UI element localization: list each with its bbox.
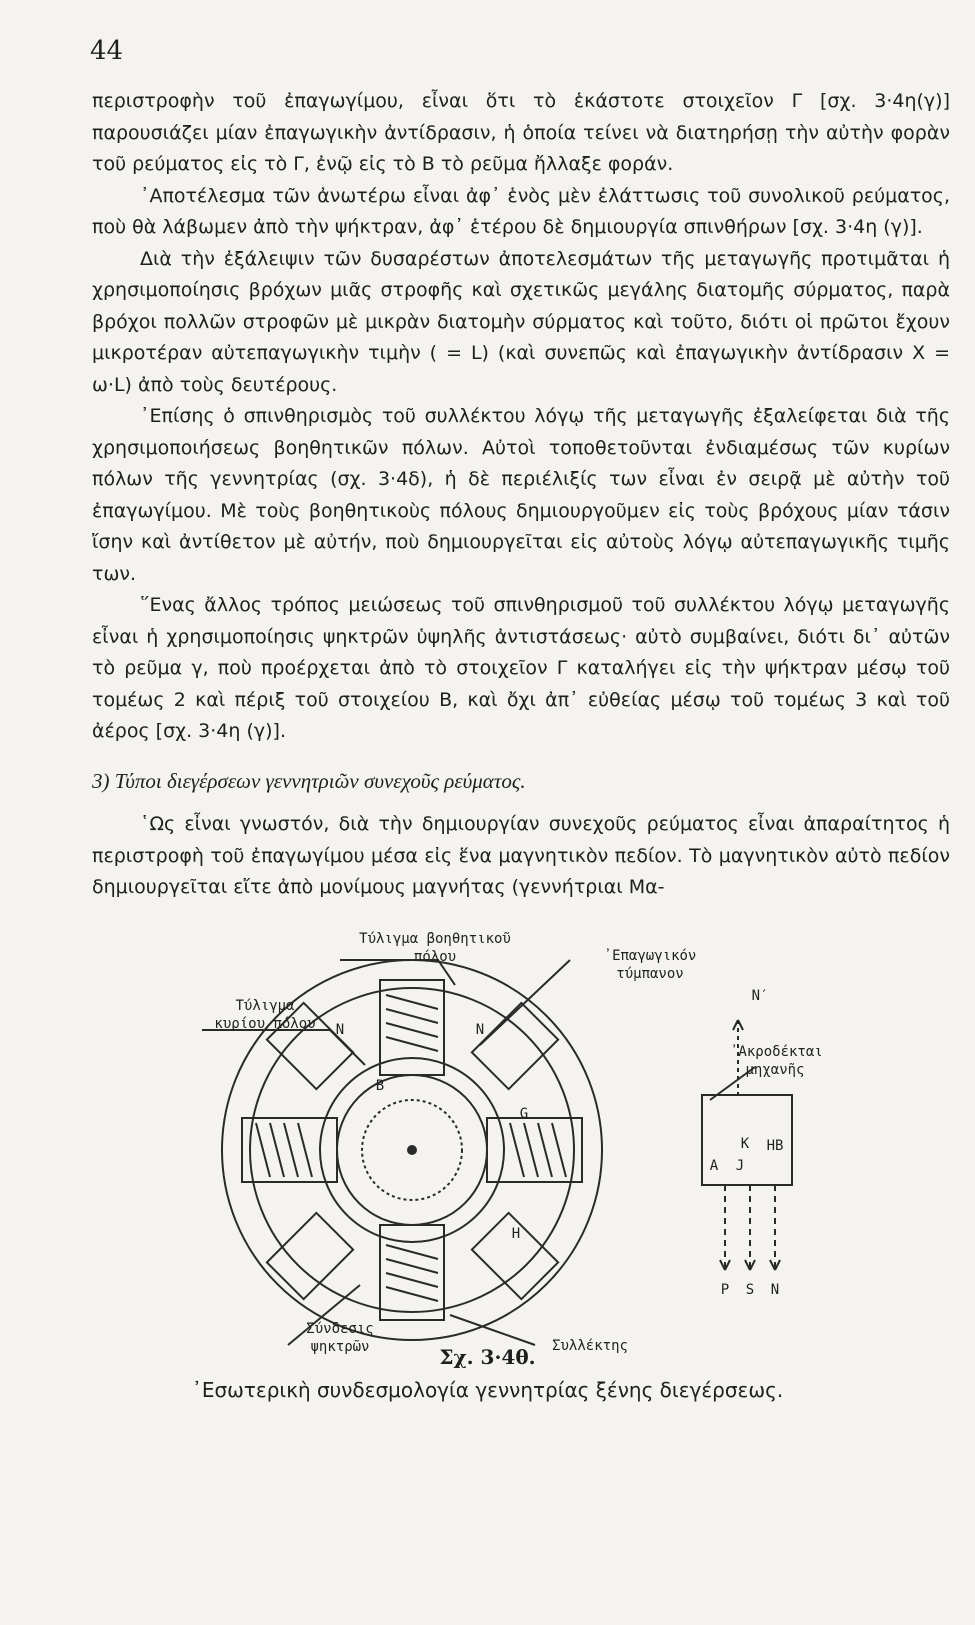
label-output-p: P: [720, 1282, 730, 1298]
leader-armature: [480, 960, 570, 1045]
label-line: πόλου: [413, 949, 457, 965]
label-pole-b: B: [375, 1078, 385, 1094]
label-line: τύμπανον: [616, 966, 684, 982]
coil-top: [386, 995, 438, 1051]
label-output-n: N: [770, 1282, 780, 1298]
figure-number: Σχ. 3·4θ.: [439, 1345, 536, 1369]
label-terminal-hb: HB: [766, 1138, 784, 1154]
label-line: Τύλιγμα βοηθητικοῦ: [359, 931, 511, 947]
coil-left: [256, 1123, 312, 1177]
label-pole-h: H: [511, 1226, 521, 1242]
label-line: ψηκτρῶν: [310, 1339, 370, 1355]
label-pole-g: G: [519, 1106, 529, 1122]
label-line: Τύλιγμα: [235, 998, 295, 1014]
paragraph: Διὰ τὴν ἐξάλειψιν τῶν δυσαρέστων ἀποτελεσμάτων τῆς μεταγωγῆς προτιμᾶται ἡ χρησιμοποίησις βρόχων μιᾶς στροφῆς καὶ σχετικῶς μεγάλης διατομῆς σύρματος, παρὰ βρόχοι πολλῶν στροφῶν μὲ μικρὰν διατομὴν σύρματος καὶ τοῦτο, διότι οἱ πρῶτοι ἔχουν μικροτέραν αὐτεπαγωγικὴν τιμὴν ( = L) (καὶ συνεπῶς καὶ ἐπαγωγικὴν ἀντίδρασιν X = ω·L) ἀπὸ τοὺς δευτέρους.: [92, 247, 950, 396]
label-n-prime: N′: [751, 988, 769, 1004]
label-pole-n-left: N: [335, 1022, 345, 1038]
label-aux-winding: [315, 930, 555, 966]
coil-bottom: [386, 1245, 438, 1301]
coil-right: [510, 1123, 566, 1177]
label-main-winding: [190, 997, 340, 1033]
label-terminal-a: A: [709, 1158, 719, 1174]
paragraph: ῾Ως εἶναι γνωστόν, διὰ τὴν δημιουργίαν συνεχοῦς ρεύματος εἶναι ἀπαραίτητος ἡ περιστροφὴ τοῦ ἐπαγωγίμου μέσα εἰς ἕνα μαγνητικὸν πεδίον. Τὸ μαγνητικὸν αὐτὸ πεδίον δημιουργεῖται εἴτε ἀπὸ μονίμους μαγνήτας (γεννήτριαι Μα-: [92, 813, 950, 898]
label-line: ᾿Ακροδέκται: [730, 1044, 823, 1060]
generator-diagram: [190, 925, 823, 1625]
leader-commutator: [450, 1315, 535, 1345]
label-line: Σύνδεσις: [306, 1321, 374, 1337]
paragraph: περιστροφὴν τοῦ ἐπαγωγίμου, εἶναι ὅτι τὸ ἑκάστοτε στοιχεῖον Γ [σχ. 3·4η(γ)] παρουσιάζει μίαν ἐπαγωγικὴν ἀντίδρασιν, ἡ ὁποία τείνει νὰ διατηρήσῃ τὴν αὐτὴν φορὰν τοῦ ρεύματος εἰς τὸ Γ, ἐνῷ εἰς τὸ Β τὸ ρεῦμα ἤλλαξε φοράν.: [92, 90, 950, 175]
label-armature: [560, 947, 740, 983]
page-number: 44: [90, 36, 124, 66]
label-line: μηχανῆς: [745, 1062, 805, 1078]
paragraph: ᾿Επίσης ὁ σπινθηρισμὸς τοῦ συλλέκτου λόγῳ τῆς μεταγωγῆς ἐξαλείφεται διὰ τῆς χρησιμοποιήσεως βοηθητικῶν πόλων. Αὐτοὶ τοποθετοῦνται ἐνδιαμέσως τῶν κυρίων πόλων τῆς γεννητρίας (σχ. 3·4δ), ἡ δὲ περιέλιξίς των εἶναι ἐν σειρᾷ μὲ αὐτὴν τοῦ ἐπαγωγίμου. Μὲ τοὺς βοηθητικοὺς πόλους δημιουργοῦμεν εἰς τοὺς βρόχους μίαν τάσιν ἴσην καὶ ἀντίθετον μὲ αὐτήν, ποὺ δημιουργεῖται εἰς αὐτοὺς λόγῳ αὐτεπαγωγικῆς τιμῆς των.: [92, 405, 950, 585]
paragraph: ῞Ενας ἄλλος τρόπος μειώσεως τοῦ σπινθηρισμοῦ τοῦ συλλέκτου λόγῳ μεταγωγῆς εἶναι ἡ χρησιμοποίησις ψηκτρῶν ὑψηλῆς ἀντιστάσεως· αὐτὸ συμβαίνει, διότι δι᾿ αὐτῶν τὸ ρεῦμα γ, ποὺ προέρχεται ἀπὸ τὸ στοιχεῖον Γ καταλήγει εἰς τὴν ψήκτραν μέσῳ τοῦ τομέως 2 καὶ πέριξ τοῦ στοιχείου Β, καὶ ὄχι ἀπ᾿ εὐθείας μέσῳ τοῦ τομέως 3 καὶ τοῦ ἀέρος [σχ. 3·4η (γ)].: [92, 594, 950, 742]
section-heading: 3) Τύποι διεγέρσεων γεννητριῶν συνεχοῦς ρεύματος.: [92, 768, 526, 793]
label-terminal-k: K: [740, 1136, 750, 1152]
label-terminals: [730, 1043, 823, 1079]
label-pole-n-right: N: [475, 1022, 485, 1038]
body-text: [92, 86, 950, 904]
label-terminal-j: J: [735, 1158, 745, 1174]
output-lines: [725, 1185, 775, 1270]
figure-caption: ᾿Εσωτερικὴ συνδεσμολογία γεννητρίας ξένης διεγέρσεως.: [191, 1378, 784, 1402]
shaft: [408, 1146, 416, 1154]
label-line: ᾿Επαγωγικόν: [603, 948, 697, 964]
paragraph: ᾿Αποτέλεσμα τῶν ἀνωτέρω εἶναι ἀφ᾿ ἑνὸς μὲν ἐλάττωσις τοῦ συνολικοῦ ρεύματος, ποὺ θὰ λάβωμεν ἀπὸ τὴν ψήκτραν, ἀφ᾿ ἑτέρου δὲ δημιουργία σπινθήρων [σχ. 3·4η (γ)].: [92, 184, 950, 238]
label-commutator: Συλλέκτης: [552, 1338, 628, 1354]
label-output-s: S: [745, 1282, 755, 1298]
label-line: κυρίου πόλου: [214, 1016, 316, 1032]
